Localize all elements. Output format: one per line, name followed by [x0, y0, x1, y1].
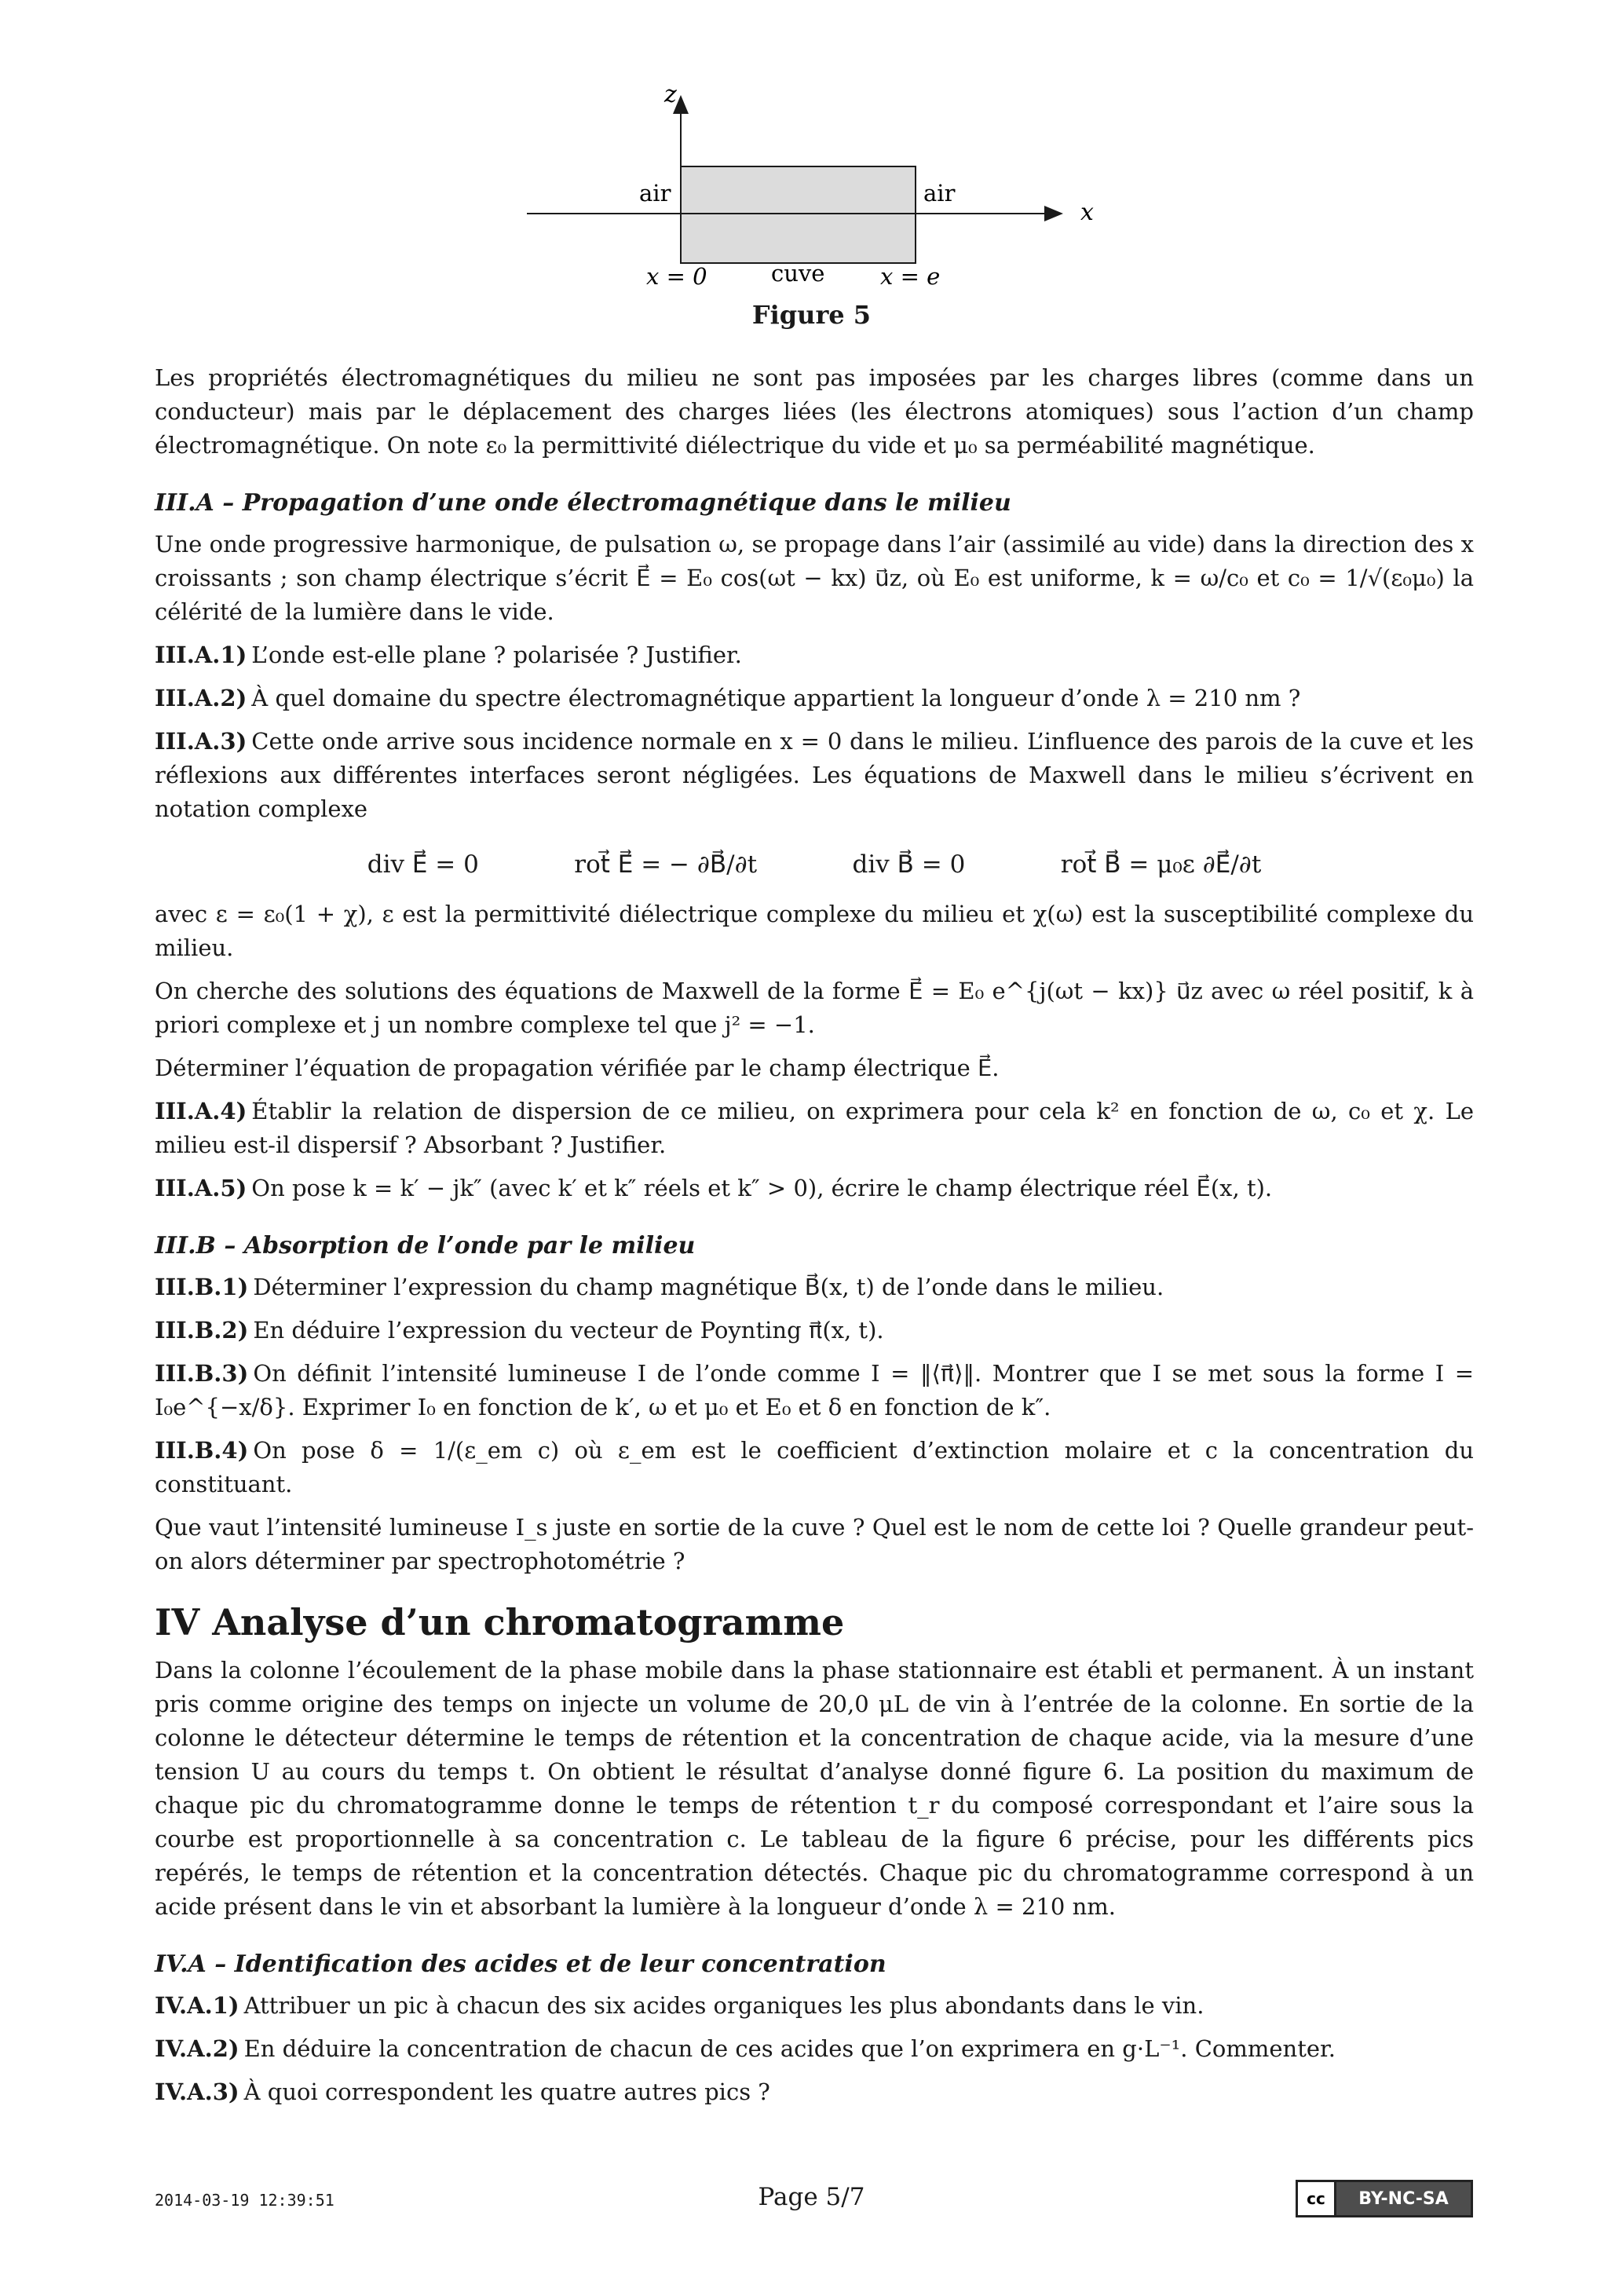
question-III-A-2 — [155, 682, 1474, 715]
qnum: IV.A.3) — [155, 2078, 239, 2105]
qnum: III.A.3) — [155, 728, 247, 755]
qnum: III.A.4) — [155, 1098, 247, 1124]
qnum: III.A.2) — [155, 685, 247, 711]
x-axis-label: x — [1080, 199, 1094, 226]
question-III-A-3 — [155, 725, 1474, 826]
qnum: III.A.5) — [155, 1175, 247, 1201]
page-content — [155, 361, 1474, 2119]
qtext: Attribuer un pic à chacun des six acides organiques les plus abondants dans le vin. — [243, 1992, 1204, 2019]
question-III-B-3 — [155, 1357, 1474, 1424]
creative-commons-icon: cc — [1298, 2182, 1336, 2215]
qtext: On pose δ = 1/(ε_em c) où ε_em est le coefficient d’extinction molaire et c la concentration du constituant. — [155, 1437, 1474, 1497]
xe-label: x = e — [880, 263, 941, 290]
figure-caption: Figure 5 — [751, 300, 872, 330]
qnum: III.B.1) — [155, 1274, 249, 1300]
qtext: À quoi correspondent les quatre autres pics ? — [243, 2078, 770, 2105]
equation-div-B: div B⃗ = 0 — [852, 850, 966, 879]
qnum: III.B.2) — [155, 1317, 249, 1344]
qtext: Établir la relation de dispersion de ce milieu, on exprimera pour cela k² en fonction de ω, c₀ et χ. Le milieu est-il dispersif ? Absorbant ? Justifier. — [155, 1098, 1474, 1158]
cuve-label: cuve — [771, 260, 825, 287]
qtext: À quel domaine du spectre électromagnétique appartient la longueur d’onde λ = 210 nm ? — [251, 685, 1301, 711]
qtext: Cette onde arrive sous incidence normale en x = 0 dans le milieu. L’influence des parois de la cuve et les réflexions aux différentes interfaces seront négligées. Les équations de Maxwell dans le milieu s’écrivent en notation complexe — [155, 728, 1474, 822]
question-IV-A-1 — [155, 1989, 1474, 2023]
figure-5-diagram — [0, 0, 1623, 330]
qnum: IV.A.2) — [155, 2035, 239, 2062]
question-III-A-4 — [155, 1095, 1474, 1162]
qtext: Déterminer l’expression du champ magnétique B⃗(x, t) de l’onde dans le milieu. — [253, 1274, 1164, 1300]
section-IV-title: IV Analyse d’un chromatogramme — [155, 1601, 845, 1643]
qtext: En déduire la concentration de chacun de ces acides que l’on exprimera en g·L⁻¹. Commenter. — [243, 2035, 1336, 2062]
question-III-A-1 — [155, 638, 1474, 672]
qtext: L’onde est-elle plane ? polarisée ? Justifier. — [251, 642, 742, 668]
license-badge — [1296, 2180, 1473, 2217]
after-equations: avec ε = ε₀(1 + χ), ε est la permittivité diélectrique complexe du milieu et χ(ω) est la susceptibilité complexe du milieu. — [155, 901, 1474, 961]
question-III-B-2 — [155, 1314, 1474, 1347]
footer-timestamp: 2014-03-19 12:39:51 — [155, 2191, 334, 2210]
III-B-4-followup: Que vaut l’intensité lumineuse I_s juste en sortie de la cuve ? Quel est le nom de cette loi ? Quelle grandeur peut-on alors déterminer par spectrophotométrie ? — [155, 1514, 1474, 1574]
qnum: IV.A.1) — [155, 1992, 239, 2019]
determine-instruction: Déterminer l’équation de propagation vérifiée par le champ électrique E⃗. — [155, 1055, 1000, 1081]
qnum: III.B.3) — [155, 1360, 249, 1387]
qtext: On pose k = k′ − jk″ (avec k′ et k″ réels et k″ > 0), écrire le champ électrique réel E⃗(x, t). — [251, 1175, 1273, 1201]
page-number: Page 5/7 — [758, 2183, 865, 2211]
heading-IV-A: IV.A – Identification des acides et de leur concentration — [155, 1951, 886, 1978]
air-left-label: air — [639, 180, 671, 207]
license-text: BY-NC-SA — [1358, 2188, 1449, 2209]
z-axis-label: z — [664, 81, 677, 108]
qnum: III.B.4) — [155, 1437, 249, 1464]
equation-rot-B: rot⃗ B⃗ = μ₀ε ∂E⃗/∂t — [1060, 850, 1262, 879]
question-III-B-1 — [155, 1270, 1474, 1304]
equation-div-E: div E⃗ = 0 — [367, 850, 479, 879]
x0-label: x = 0 — [646, 263, 707, 290]
air-right-label: air — [923, 180, 956, 207]
heading-III-A: III.A – Propagation d’une onde électromagnétique dans le milieu — [155, 489, 1011, 517]
question-IV-A-3 — [155, 2075, 1474, 2109]
question-III-B-4 — [155, 1434, 1474, 1501]
III-A-intro: Une onde progressive harmonique, de pulsation ω, se propage dans l’air (assimilé au vide) dans la direction des x croissants ; son champ électrique s’écrit E⃗ = E₀ cos(ωt − kx) u⃗z, où E₀ est uniforme, k = ω/c₀ et c₀ = 1/√(ε₀μ₀) la célérité de la lumière dans le vide. — [155, 531, 1474, 625]
solution-form: On cherche des solutions des équations de Maxwell de la forme E⃗ = E₀ e^{j(ωt − kx)} u⃗z avec ω réel positif, k à priori complexe et j un nombre complexe tel que j² = −1. — [155, 978, 1474, 1038]
equation-rot-E: rot⃗ E⃗ = − ∂B⃗/∂t — [574, 850, 758, 879]
qtext: On définit l’intensité lumineuse I de l’onde comme I = ‖⟨π⃗⟩‖. Montrer que I se met sous la forme I = I₀e^{−x/δ}. Exprimer I₀ en fonction de k′, ω et μ₀ et E₀ et δ en fonction de k″. — [155, 1360, 1474, 1420]
maxwell-equations — [320, 848, 1309, 882]
heading-III-B: III.B – Absorption de l’onde par le milieu — [155, 1232, 696, 1260]
qnum: III.A.1) — [155, 642, 247, 668]
cuve-rect — [681, 166, 916, 263]
IV-intro: Dans la colonne l’écoulement de la phase mobile dans la phase stationnaire est établi et permanent. À un instant pris comme origine des temps on injecte un volume de 20,0 μL de vin à l’entrée de la colonne. En sortie de la colonne le détecteur détermine le temps de rétention et la concentration de chaque acide, via la mesure d’une tension U au cours du temps t. On obtient le résultat d’analyse donné figure 6. La position du maximum de chaque pic du chromatogramme donne le temps de rétention t_r du composé correspondant et l’aire sous la courbe est proportionnelle à sa concentration c. Le tableau de la figure 6 précise, pour les différents pics repérés, le temps de rétention et la concentration détectés. Chaque pic du chromatogramme correspond à un acide présent dans le vin et absorbant la lumière à la longueur d’onde λ = 210 nm. — [155, 1657, 1474, 1920]
question-III-A-5 — [155, 1172, 1474, 1205]
qtext: En déduire l’expression du vecteur de Poynting π⃗(x, t). — [253, 1317, 884, 1344]
question-IV-A-2 — [155, 2032, 1474, 2066]
intro-paragraph: Les propriétés électromagnétiques du milieu ne sont pas imposées par les charges libres (comme dans un conducteur) mais par le déplacement des charges liées (les électrons atomiques) sous l’action d’un champ électromagnétique. On note ε₀ la permittivité diélectrique du vide et μ₀ sa perméabilité magnétique. — [155, 364, 1474, 459]
